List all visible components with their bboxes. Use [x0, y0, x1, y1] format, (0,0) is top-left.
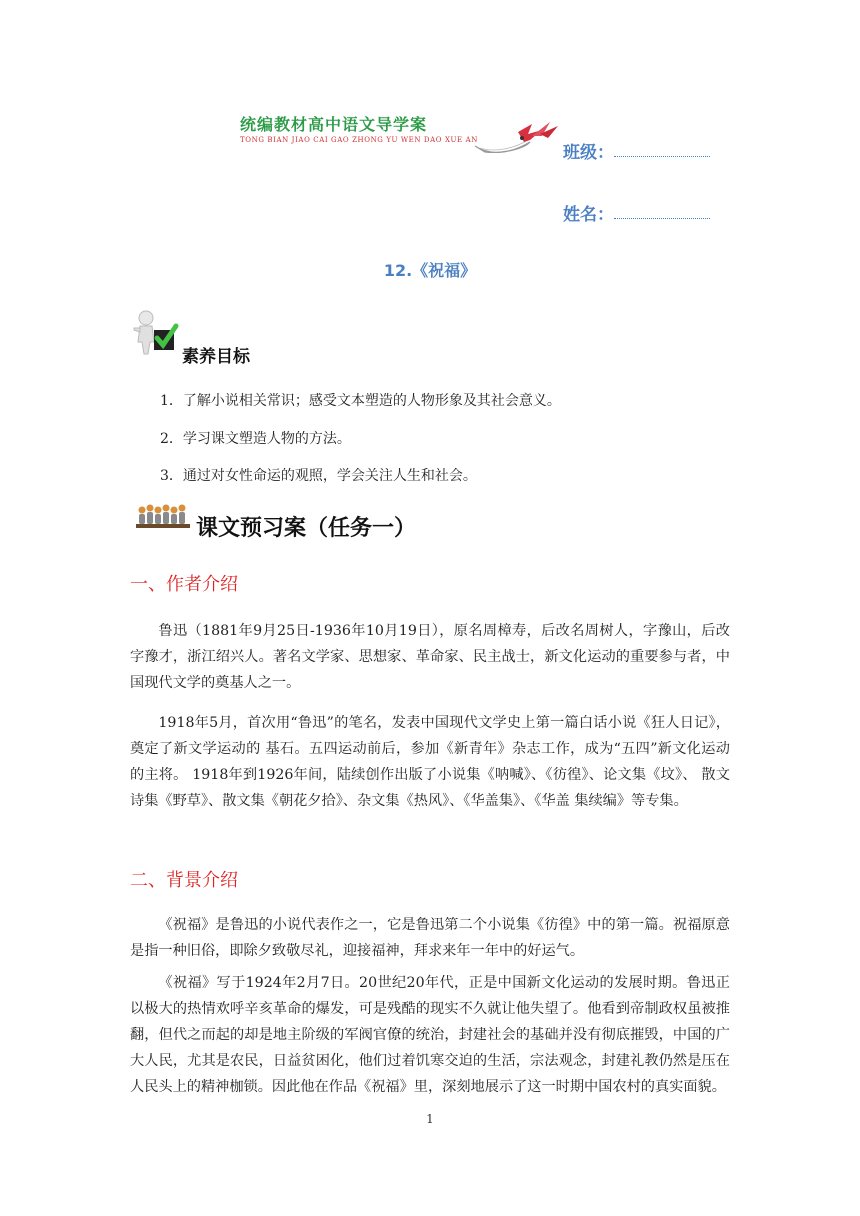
class-label: 班级：	[563, 143, 614, 163]
document-title: 12.《祝福》	[383, 261, 477, 280]
author-paragraph: 鲁迅（1881年9月25日-1936年10月19日），原名周樟寿，后改名周树人，字豫山，后改字豫才，浙江绍兴人。著名文学家、思想家、革命家、民主战士，新文化运动的重要参与者，中国现代文学的奠基人之一。	[130, 623, 730, 691]
background-heading: 二、背景介绍	[130, 870, 238, 891]
background-paragraph: 《祝福》写于1924年2月7日。20世纪20年代，正是中国新文化运动的发展时期。鲁迅正以极大的热情欢呼辛亥革命的爆发，可是残酷的现实不久就让他失望了。他看到帝制政权虽被推翻，但代之而起的却是地主阶级的军阀官僚的统治，封建社会的基础并没有彻底摧毁，中国的广大人民，尤其是农民，日益贫困化，他们过着饥寒交迫的生活，宗法观念，封建礼教仍然是压在人民头上的精神枷锁。因此他在作品《祝福》里，深刻地展示了这一时期中国农村的真实面貌。	[130, 975, 730, 1095]
goals-heading: 素养目标	[182, 347, 250, 367]
author-heading: 一、作者介绍	[130, 574, 238, 595]
background-paragraph: 《祝福》是鲁迅的小说代表作之一，它是鲁迅第二个小说集《彷徨》中的第一篇。祝福原意是指一种旧俗，即除夕致敬尽礼，迎接福神，拜求来年一年中的好运气。	[130, 917, 730, 959]
checkmark-figure-icon	[130, 308, 182, 358]
class-field[interactable]	[614, 155, 710, 157]
people-group-icon	[136, 504, 192, 530]
preview-heading: 课文预习案（任务一）	[196, 516, 417, 541]
logo-subtitle: TONG BIAN JIAO CAI GAO ZHONG YU WEN DAO XUE AN	[240, 136, 478, 144]
goal-item: 1．了解小说相关常识；感受文本塑造的人物形象及其社会意义。	[160, 393, 561, 409]
logo-title: 统编教材高中语文导学案	[240, 115, 428, 134]
goal-item: 2．学习课文塑造人物的方法。	[160, 431, 351, 447]
author-paragraph: 1918年5月，首次用“鲁迅”的笔名，发表中国现代文学史上第一篇白话小说《狂人日记》，奠定了新文学运动的 基石。五四运动前后，参加《新青年》杂志工作，成为“五四”新文化运动的主将。 1918年到1926年间，陆续创作出版了小说集《呐喊》、《彷徨》、论文集《坟》、 散文诗集《野草》、散文集《朝花夕拾》、杂文集《热风》、《华盖集》、《华盖 集续编》等专集。	[130, 715, 730, 809]
name-field[interactable]	[614, 217, 710, 219]
name-label: 姓名：	[563, 205, 614, 225]
bird-logo-icon	[470, 118, 565, 158]
page-number: 1	[426, 1112, 434, 1126]
goal-item: 3．通过对女性命运的观照，学会关注人生和社会。	[160, 468, 477, 484]
